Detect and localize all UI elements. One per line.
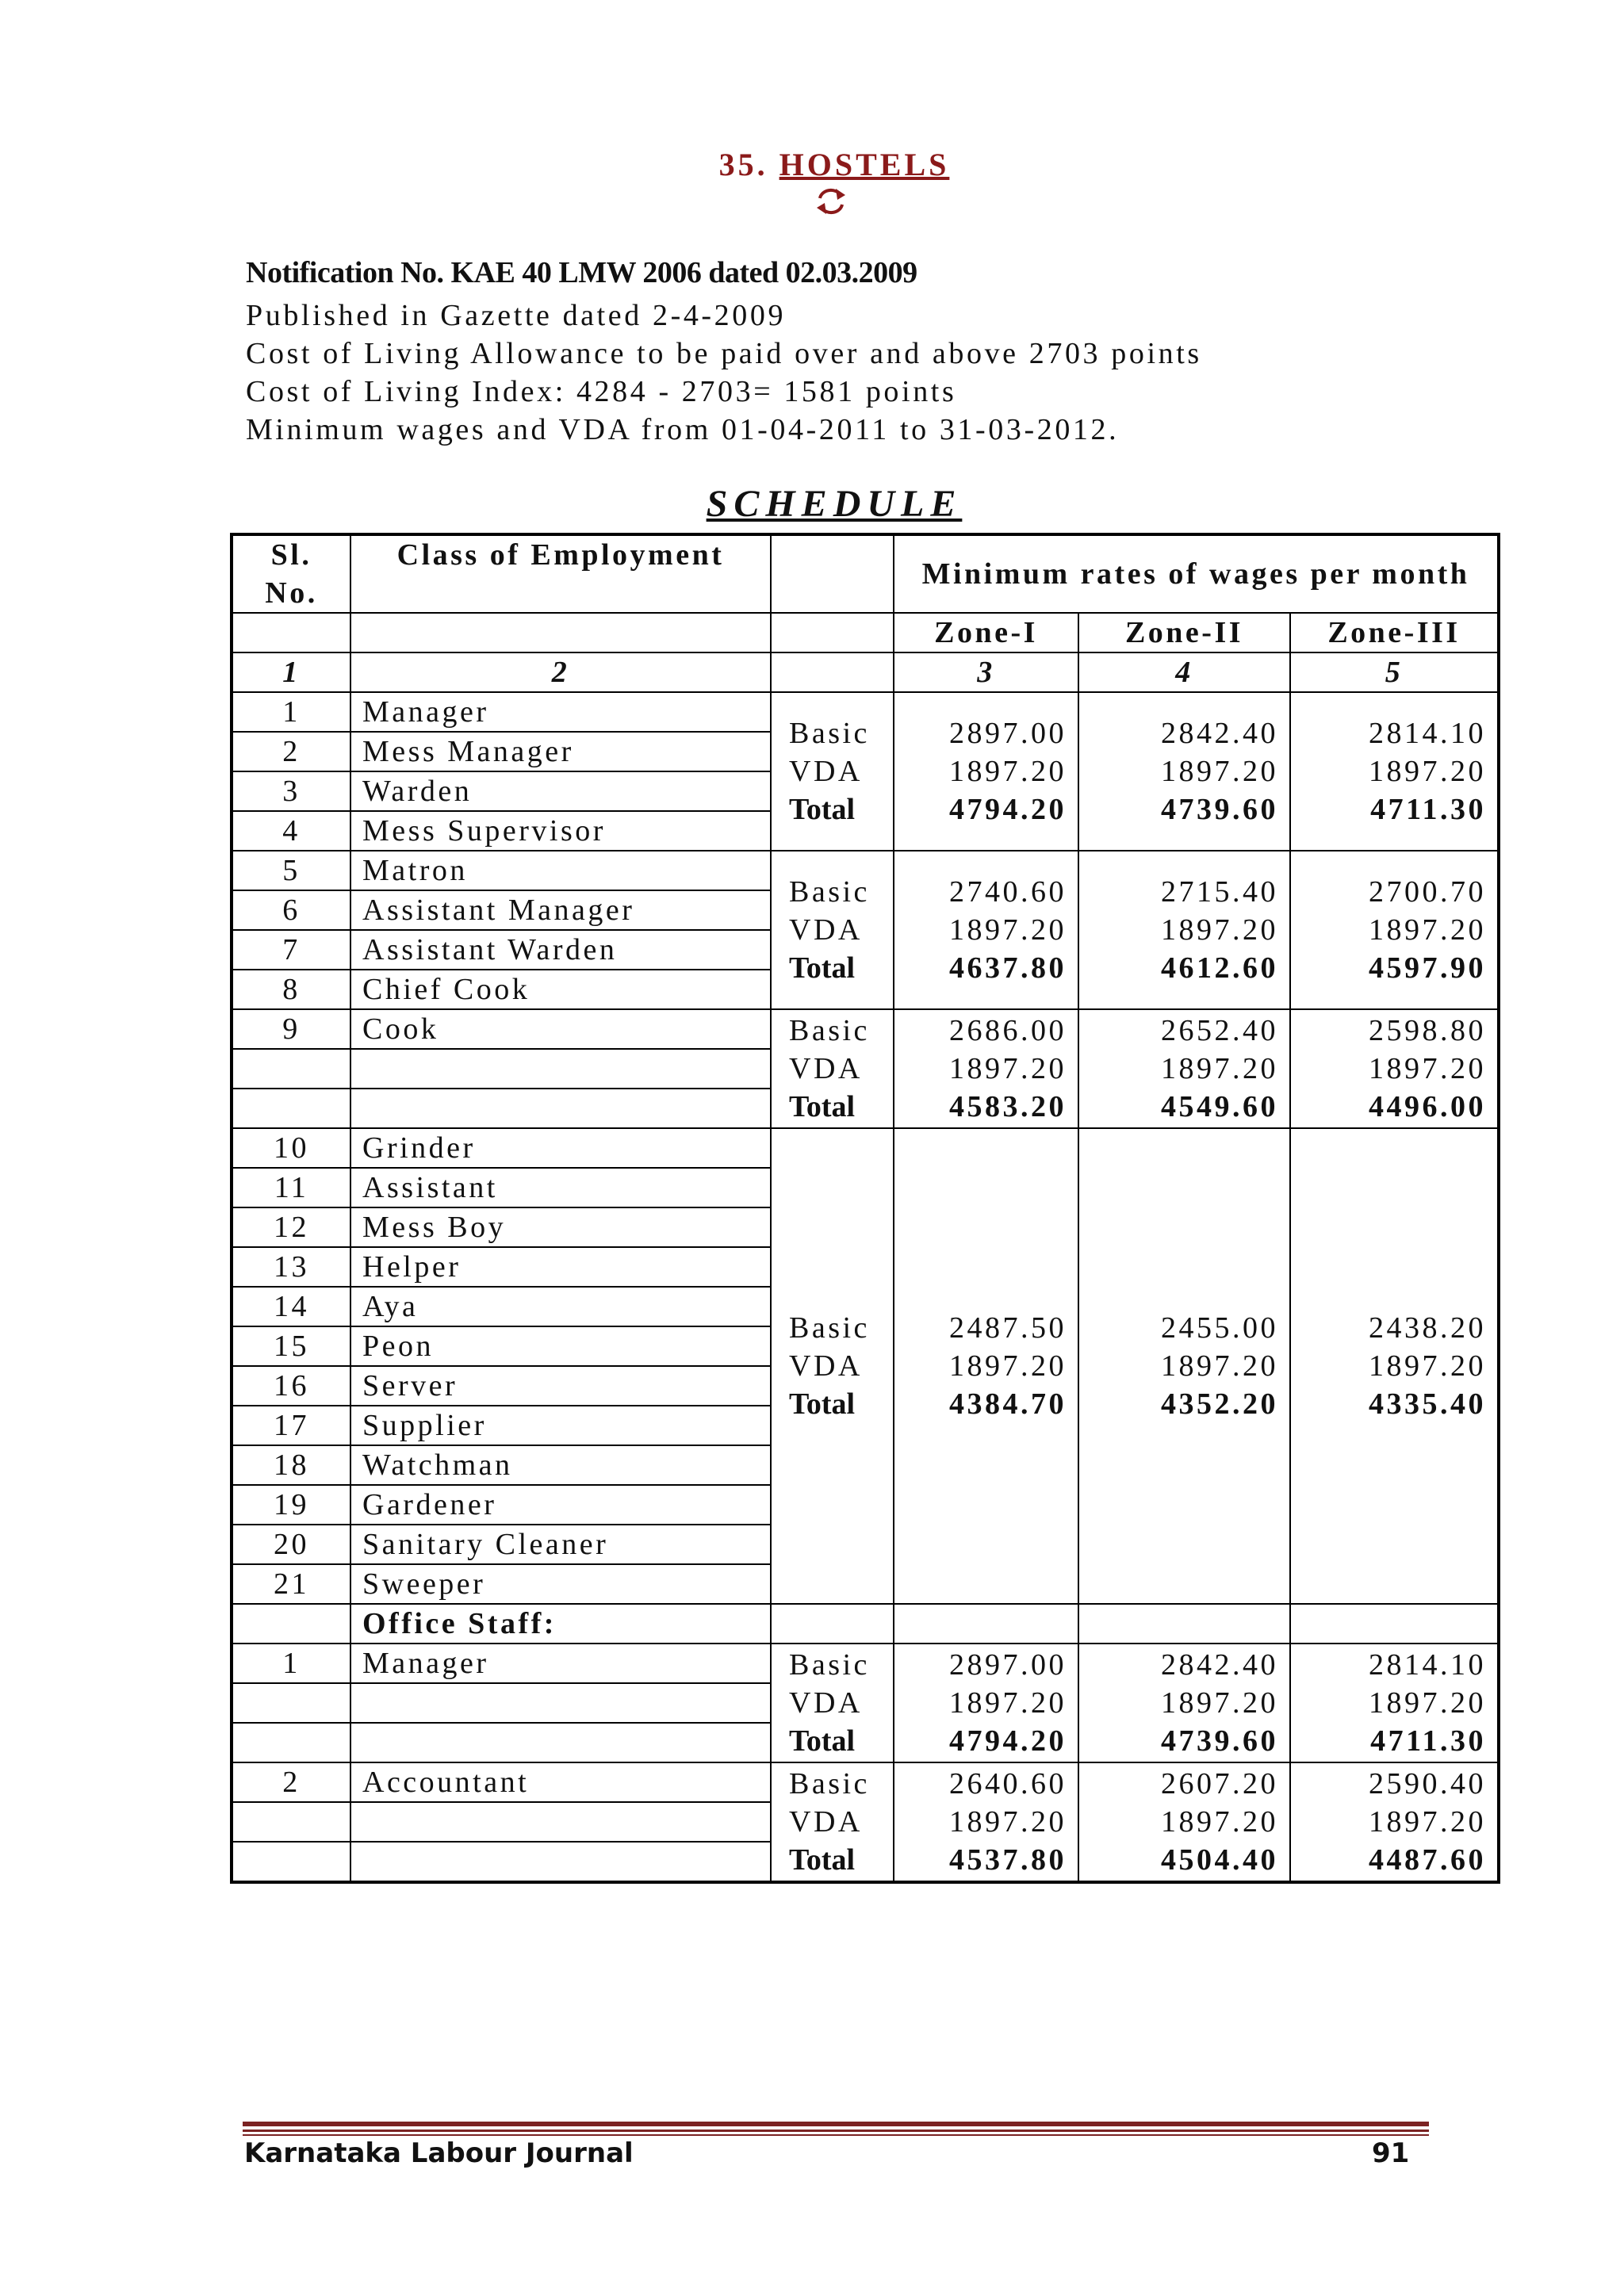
total-value: 4794.20 (949, 793, 1067, 826)
office-staff-row (232, 1604, 1499, 1644)
vda-value: 1897.20 (1369, 755, 1487, 788)
employment-class: Helper (350, 1247, 771, 1287)
vda-value: 1897.20 (1369, 913, 1487, 947)
employment-class: Cook (350, 1009, 771, 1049)
employment-class: Manager (350, 692, 771, 732)
zone-1-wages (894, 692, 1078, 851)
basic-value: 2842.40 (1161, 1648, 1278, 1682)
sl-number: 12 (232, 1207, 350, 1247)
wage-component-labels (771, 1128, 894, 1604)
total-value: 4496.00 (1369, 1090, 1487, 1123)
wage-component-labels (771, 692, 894, 851)
sl-number: 2 (232, 1762, 350, 1802)
table-row (232, 692, 1499, 732)
employment-class: Accountant (350, 1762, 771, 1802)
sl-number: 7 (232, 930, 350, 970)
basic-value: 2897.00 (949, 1648, 1067, 1682)
sl-number: 17 (232, 1406, 350, 1445)
sl-number: 19 (232, 1485, 350, 1525)
employment-class (350, 1049, 771, 1089)
employment-class: Assistant Manager (350, 890, 771, 930)
sl-number (232, 1802, 350, 1842)
basic-value: 2590.40 (1369, 1767, 1487, 1800)
sl-number: 1 (232, 1644, 350, 1683)
wage-component-labels (771, 851, 894, 1009)
total-value: 4549.60 (1161, 1090, 1278, 1123)
total-value: 4384.70 (949, 1387, 1067, 1421)
total-value: Total (789, 1090, 856, 1123)
vda-value: 1897.20 (1369, 1052, 1487, 1085)
zone-3-wages (1290, 1128, 1499, 1604)
period-line: Minimum wages and VDA from 01-04-2011 to 31-03-2012. (246, 413, 1120, 446)
zone-3-wages (1290, 1762, 1499, 1882)
total-value: Total (789, 1843, 856, 1877)
sl-number: 10 (232, 1128, 350, 1168)
total-value: 4794.20 (949, 1724, 1067, 1758)
vda-value: 1897.20 (949, 913, 1067, 947)
table-row (232, 1009, 1499, 1049)
employment-class: Warden (350, 771, 771, 811)
employment-class: Matron (350, 851, 771, 890)
index-line: Cost of Living Index: 4284 - 2703= 1581 points (246, 375, 957, 408)
zone-row (232, 613, 1499, 652)
gazette-line: Published in Gazette dated 2-4-2009 (246, 299, 787, 332)
basic-value: 2740.60 (949, 875, 1067, 909)
vda-value: 1897.20 (949, 1686, 1067, 1720)
col-number: 4 (1078, 652, 1290, 692)
wage-component-labels (771, 1644, 894, 1762)
wage-component-labels (771, 1762, 894, 1882)
zone-2-wages (1078, 1762, 1290, 1882)
basic-value: 2897.00 (949, 717, 1067, 750)
vda-value: 1897.20 (1369, 1805, 1487, 1839)
zone-3-wages (1290, 851, 1499, 1009)
zone-3-wages (1290, 1644, 1499, 1762)
zone-1-wages (894, 1009, 1078, 1128)
basic-value: 2640.60 (949, 1767, 1067, 1800)
sl-number (232, 1723, 350, 1762)
col-header-rates: Minimum rates of wages per month (894, 534, 1499, 613)
vda-value: VDA (789, 1686, 863, 1720)
notification-number: Notification No. KAE 40 LMW 2006 dated 02.03.2009 (246, 256, 917, 289)
sl-number: 3 (232, 771, 350, 811)
employment-class (350, 1683, 771, 1723)
vda-value: 1897.20 (949, 755, 1067, 788)
table-row (232, 1128, 1499, 1168)
vda-value: 1897.20 (1161, 1805, 1278, 1839)
sl-number: 6 (232, 890, 350, 930)
total-value: 4739.60 (1161, 1724, 1278, 1758)
total-value: 4711.30 (1370, 793, 1487, 826)
total-value: 4352.20 (1161, 1387, 1278, 1421)
employment-class (350, 1723, 771, 1762)
schedule-title: SCHEDULE (706, 483, 963, 525)
vda-value: 1897.20 (1161, 755, 1278, 788)
employment-class: Sanitary Cleaner (350, 1525, 771, 1564)
table-row (232, 1644, 1499, 1683)
sl-number (232, 1049, 350, 1089)
sl-number: 15 (232, 1326, 350, 1366)
zone-3-wages (1290, 1009, 1499, 1128)
zone-2-header: Zone-II (1078, 613, 1290, 652)
employment-class: Assistant (350, 1168, 771, 1207)
employment-class (350, 1802, 771, 1842)
total-value: 4637.80 (949, 951, 1067, 985)
basic-value: 2700.70 (1369, 875, 1487, 909)
basic-value: 2686.00 (949, 1014, 1067, 1047)
total-value: 4504.40 (1161, 1843, 1278, 1877)
employment-class: Assistant Warden (350, 930, 771, 970)
employment-class (350, 1089, 771, 1128)
total-value: 4612.60 (1161, 951, 1278, 985)
sl-number: 21 (232, 1564, 350, 1604)
basic-value: 2487.50 (949, 1311, 1067, 1345)
vda-value: VDA (789, 913, 863, 947)
vda-value: VDA (789, 1052, 863, 1085)
table-row (232, 1762, 1499, 1802)
vda-value: VDA (789, 1349, 863, 1383)
section-title: HOSTELS (779, 147, 950, 182)
sl-number: 4 (232, 811, 350, 851)
total-value: Total (789, 793, 856, 826)
zone-1-wages (894, 1644, 1078, 1762)
sl-number: 20 (232, 1525, 350, 1564)
zone-1-wages (894, 1762, 1078, 1882)
footer-rule (243, 2122, 1429, 2136)
basic-value: 2607.20 (1161, 1767, 1278, 1800)
employment-class: Watchman (350, 1445, 771, 1485)
basic-value: 2814.10 (1369, 717, 1487, 750)
circular-arrows-icon (812, 184, 850, 219)
header-row (232, 534, 1499, 613)
zone-2-wages (1078, 1128, 1290, 1604)
col-number: 5 (1290, 652, 1499, 692)
col-number: 3 (894, 652, 1078, 692)
col-header-class: Class of Employment (350, 534, 771, 613)
employment-class: Mess Manager (350, 732, 771, 771)
col-number: 2 (350, 652, 771, 692)
employment-class: Peon (350, 1326, 771, 1366)
sl-number: 8 (232, 970, 350, 1009)
vda-value: 1897.20 (1369, 1349, 1487, 1383)
vda-value: 1897.20 (949, 1052, 1067, 1085)
wage-schedule-table (230, 533, 1500, 1884)
zone-3-header: Zone-III (1290, 613, 1499, 652)
employment-class: Gardener (350, 1485, 771, 1525)
page-number: 91 (1372, 2137, 1410, 2169)
zone-2-wages (1078, 851, 1290, 1009)
basic-value: Basic (789, 1767, 870, 1800)
employment-class: Grinder (350, 1128, 771, 1168)
basic-value: Basic (789, 875, 870, 909)
basic-value: Basic (789, 717, 870, 750)
zone-2-wages (1078, 692, 1290, 851)
employment-class: Manager (350, 1644, 771, 1683)
total-value: Total (789, 1724, 856, 1758)
basic-value: 2715.40 (1161, 875, 1278, 909)
basic-value: Basic (789, 1648, 870, 1682)
col-header-blank (771, 534, 894, 613)
column-number-row (232, 652, 1499, 692)
sl-number: 13 (232, 1247, 350, 1287)
sl-number: 9 (232, 1009, 350, 1049)
total-value: Total (789, 951, 856, 985)
vda-value: 1897.20 (1161, 913, 1278, 947)
cola-line: Cost of Living Allowance to be paid over and above 2703 points (246, 337, 1202, 370)
employment-class: Server (350, 1366, 771, 1406)
sl-number: 11 (232, 1168, 350, 1207)
employment-class (350, 1842, 771, 1882)
vda-value: 1897.20 (1369, 1686, 1487, 1720)
vda-value: 1897.20 (1161, 1686, 1278, 1720)
journal-name: Karnataka Labour Journal (244, 2137, 634, 2169)
employment-class: Chief Cook (350, 970, 771, 1009)
total-value: 4739.60 (1161, 793, 1278, 826)
zone-2-wages (1078, 1644, 1290, 1762)
sl-number: 14 (232, 1287, 350, 1326)
sl-number: 5 (232, 851, 350, 890)
zone-2-wages (1078, 1009, 1290, 1128)
vda-value: VDA (789, 1805, 863, 1839)
sl-number: 18 (232, 1445, 350, 1485)
section-number: 35. (718, 147, 768, 182)
zone-3-wages (1290, 692, 1499, 851)
office-staff-label: Office Staff: (350, 1604, 771, 1644)
total-value: 4335.40 (1369, 1387, 1487, 1421)
col-header-sl: Sl. No. (232, 534, 350, 613)
sl-number: 2 (232, 732, 350, 771)
vda-value: 1897.20 (949, 1805, 1067, 1839)
total-value: 4711.30 (1370, 1724, 1487, 1758)
zone-1-wages (894, 1128, 1078, 1604)
basic-value: 2455.00 (1161, 1311, 1278, 1345)
vda-value: 1897.20 (949, 1349, 1067, 1383)
employment-class: Supplier (350, 1406, 771, 1445)
sl-number (232, 1683, 350, 1723)
page-title (0, 146, 1624, 183)
basic-value: 2438.20 (1369, 1311, 1487, 1345)
employment-class: Mess Boy (350, 1207, 771, 1247)
total-value: Total (789, 1387, 856, 1421)
employment-class: Aya (350, 1287, 771, 1326)
zone-1-header: Zone-I (894, 613, 1078, 652)
basic-value: Basic (789, 1014, 870, 1047)
table-row (232, 851, 1499, 890)
total-value: 4537.80 (949, 1843, 1067, 1877)
sl-number: 1 (232, 692, 350, 732)
basic-value: Basic (789, 1311, 870, 1345)
basic-value: 2652.40 (1161, 1014, 1278, 1047)
basic-value: 2842.40 (1161, 717, 1278, 750)
total-value: 4487.60 (1369, 1843, 1487, 1877)
sl-number: 16 (232, 1366, 350, 1406)
total-value: 4597.90 (1369, 951, 1487, 985)
zone-1-wages (894, 851, 1078, 1009)
basic-value: 2598.80 (1369, 1014, 1487, 1047)
wage-component-labels (771, 1009, 894, 1128)
col-number: 1 (232, 652, 350, 692)
vda-value: 1897.20 (1161, 1349, 1278, 1383)
sl-number (232, 1842, 350, 1882)
employment-class: Mess Supervisor (350, 811, 771, 851)
vda-value: 1897.20 (1161, 1052, 1278, 1085)
basic-value: 2814.10 (1369, 1648, 1487, 1682)
employment-class: Sweeper (350, 1564, 771, 1604)
total-value: 4583.20 (949, 1090, 1067, 1123)
sl-number (232, 1089, 350, 1128)
vda-value: VDA (789, 755, 863, 788)
